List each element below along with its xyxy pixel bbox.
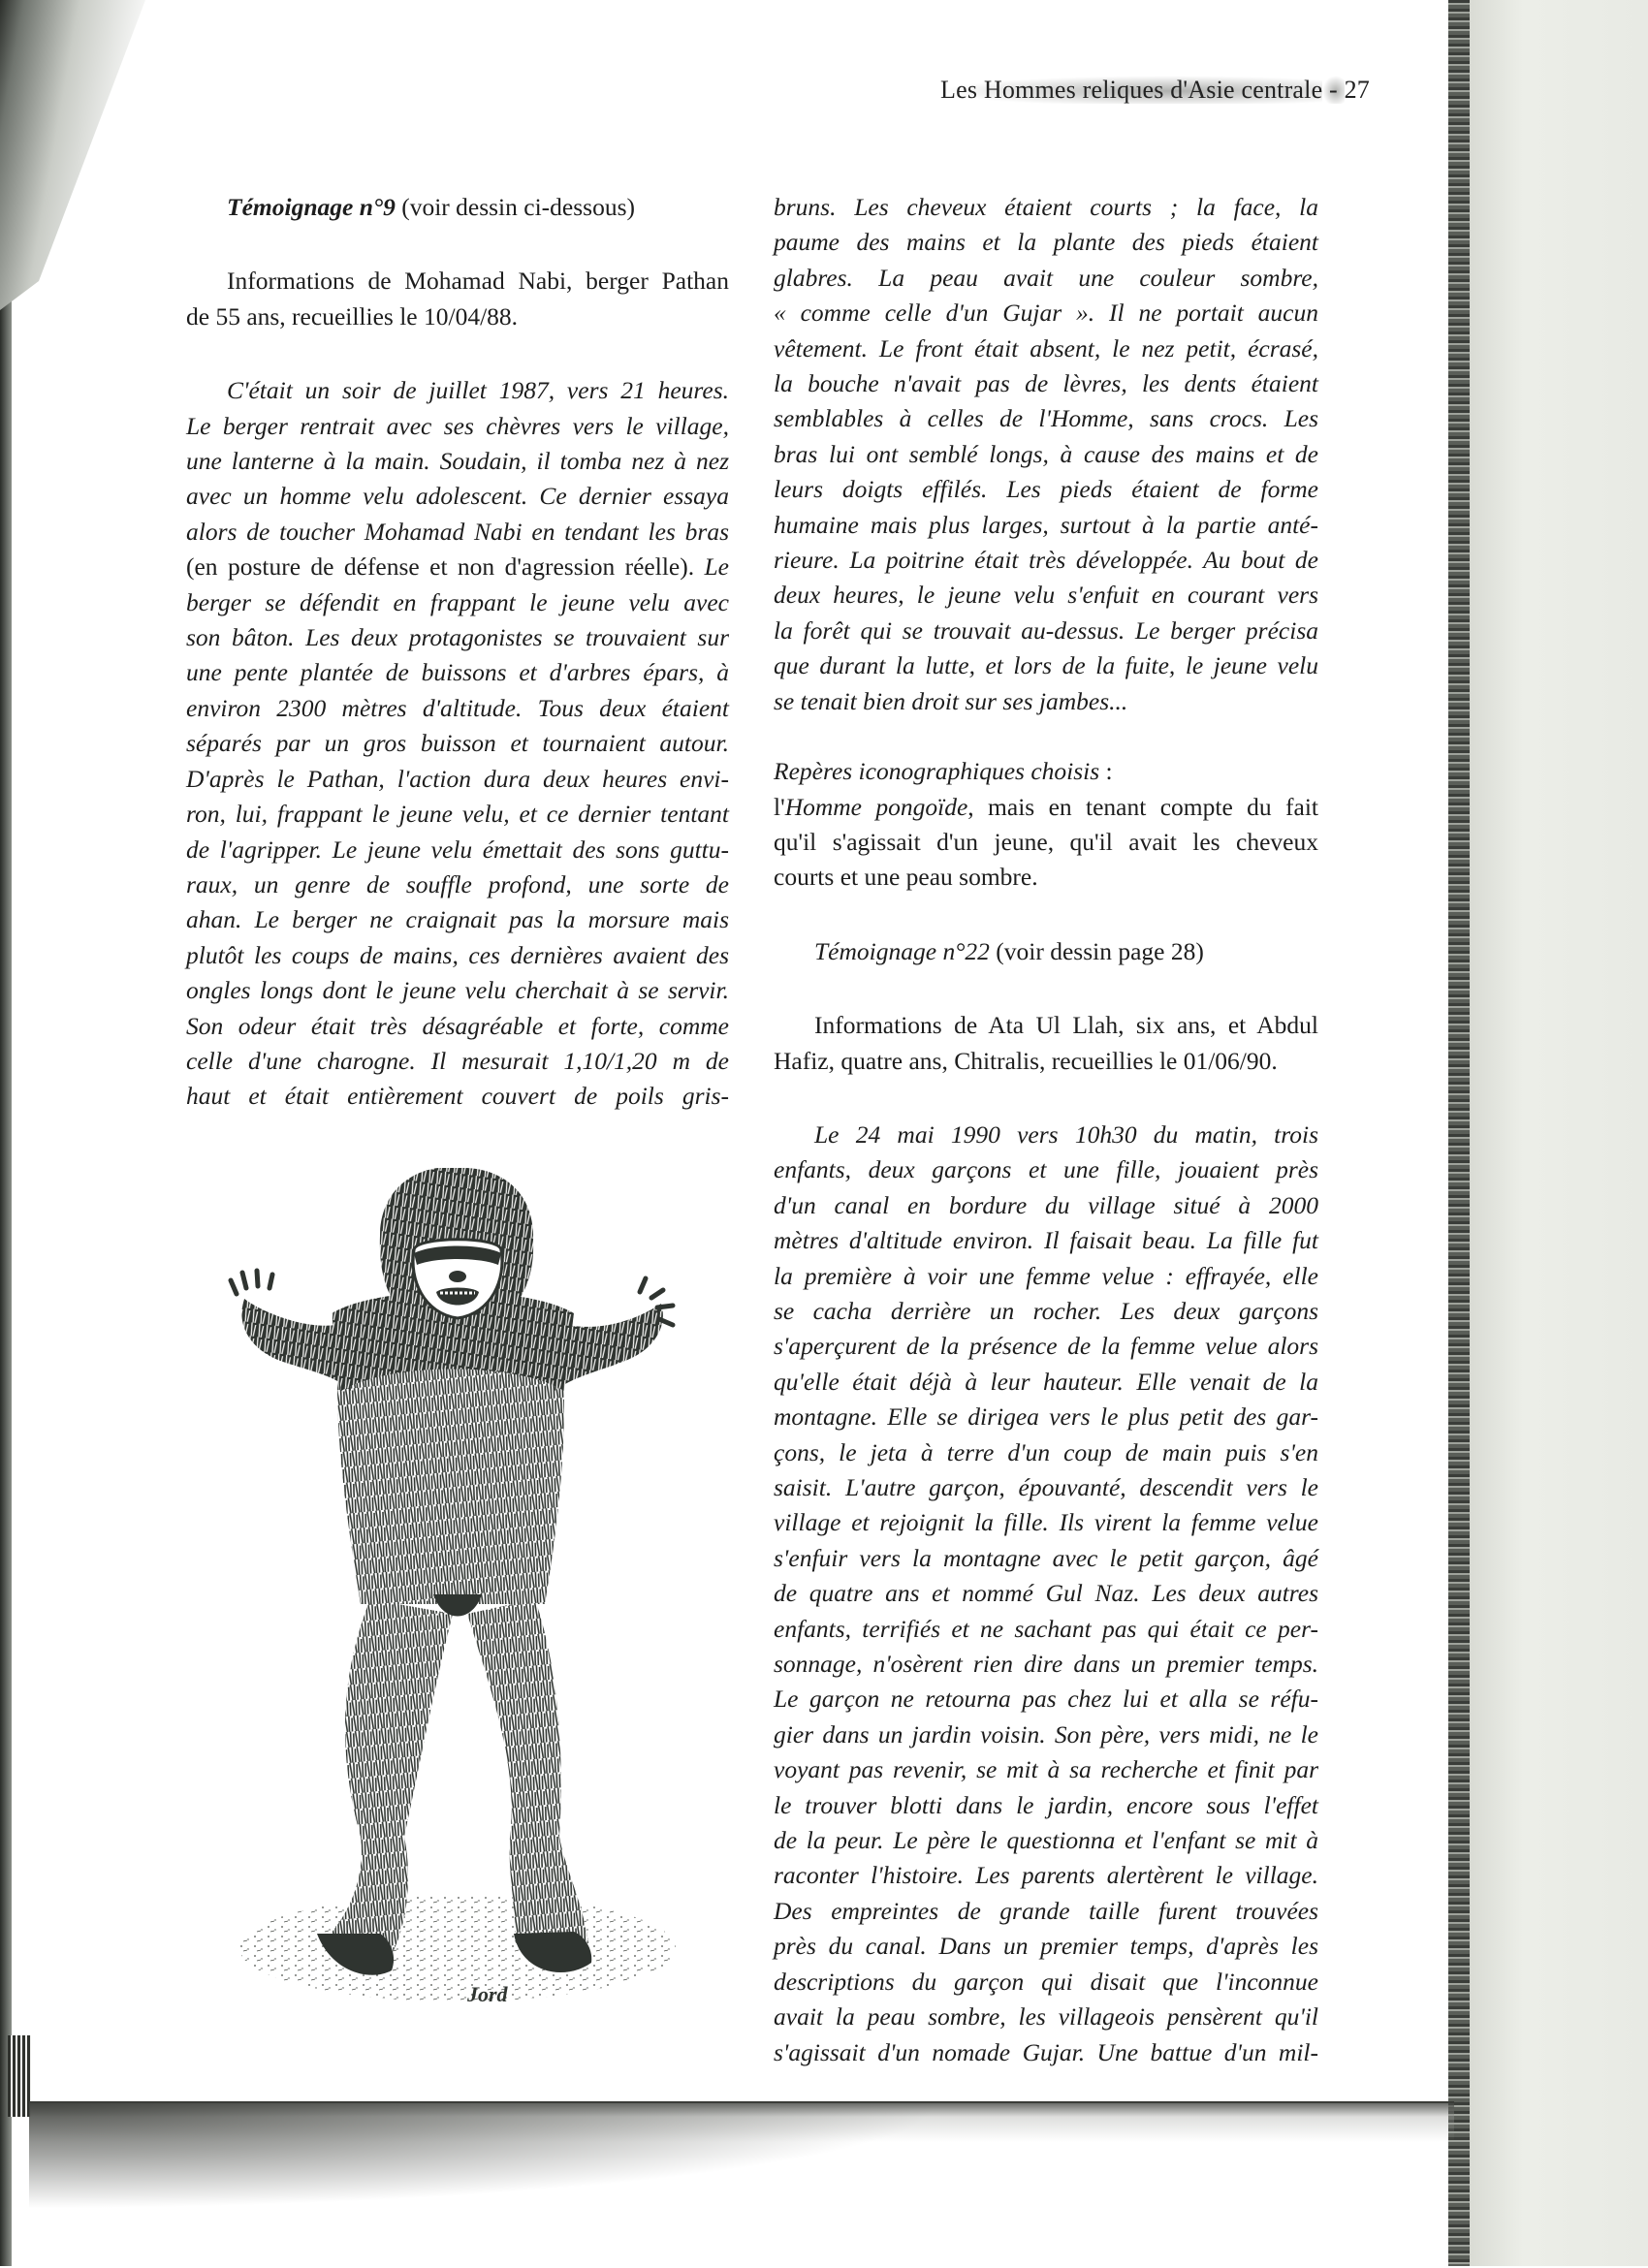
text-line: çons, le jeta à terre d'un coup de main puis s'en	[774, 1437, 1318, 1466]
testimony-9-heading	[186, 190, 729, 225]
iconography-reference: Homme pongoïde	[784, 792, 968, 821]
artist-signature: Jord	[467, 1982, 508, 2006]
text-line: avec un homme velu adolescent. Ce dernier essaya	[186, 482, 729, 511]
text-line: le trouver blotti dans le jardin, encore sous l'effet	[774, 1790, 1318, 1819]
text-line: bras lui ont semblé longs, à cause des mains et de	[774, 439, 1318, 468]
testimony-9-continuation	[774, 190, 1318, 719]
testimony-9-title: Témoignage n°9	[227, 193, 396, 221]
text-line: d'un canal en bordure du village situé à 2000	[774, 1190, 1318, 1219]
text-line: paume des mains et la plante des pieds étaient	[774, 228, 1318, 257]
text-line: la forêt qui se trouvait au-dessus. Le berger précisa	[774, 615, 1318, 645]
text-line: près du canal. Dans un premier temps, d'après les	[774, 1932, 1318, 1961]
hominid-drawing	[225, 1168, 681, 2021]
text-line: leurs doigts effilés. Les pieds étaient de forme	[774, 475, 1318, 504]
text-line: s'enfuir vers la montagne avec le petit garçon, âgé	[774, 1543, 1318, 1572]
text-line: plutôt les coups de mains, ces dernières avaient des	[186, 940, 729, 969]
text-line: C'était un soir de juillet 1987, vers 21 heures.	[227, 376, 729, 405]
text-line: courts et une peau sombre.	[774, 863, 1038, 892]
text-line: enfants, terrifiés et ne sachant pas qui était ce per-	[774, 1614, 1318, 1643]
facing-page-margin	[1470, 0, 1648, 2266]
text-line: Le garçon ne retourna pas chez lui et alla se réfu-	[774, 1685, 1318, 1714]
text-line: de la peur. Le père le questionna et l'enfant se mit à	[774, 1826, 1318, 1855]
running-header	[940, 76, 1370, 105]
text-line: montagne. Elle se dirigea vers le plus petit des gar-	[774, 1402, 1318, 1432]
testimony-9-note: (voir dessin ci-dessous)	[395, 193, 635, 221]
text-line: la première à voir une femme velue : effrayée, elle	[774, 1261, 1318, 1290]
text-line: vêtement. Le front était absent, le nez petit, écrasé,	[774, 333, 1318, 362]
text-line: que durant la lutte, et lors de la fuite, le jeune velu	[774, 651, 1318, 680]
testimony-9-italic-resume: Le	[704, 552, 729, 582]
text-line: Le berger rentrait avec ses chèvres vers le village,	[186, 411, 729, 440]
left-hand-claws	[231, 1271, 272, 1294]
text-line: glabres. La peau avait une couleur sombre,	[774, 263, 1318, 292]
testimony-22-note: (voir dessin page 28)	[989, 936, 1204, 965]
text-line: semblables à celles de l'Homme, sans crocs. Les	[774, 404, 1318, 433]
iconography-prefix: l'	[774, 792, 785, 821]
right-column	[774, 190, 1318, 2070]
text-line: Informations de Ata Ul Llah, six ans, et Abdul	[814, 1011, 1318, 1040]
testimony-22-title: Témoignage n°22	[814, 936, 990, 965]
iconography-first-line	[774, 790, 1318, 825]
text-line: une lanterne à la main. Soudain, il tomba nez à nez	[186, 447, 729, 476]
right-leg	[467, 1599, 588, 1943]
text-line: se cacha derrière un rocher. Les deux garçons	[774, 1296, 1318, 1325]
iconography-label-suffix: :	[1099, 757, 1113, 786]
testimony-9-mixed-line	[186, 550, 729, 584]
left-column	[186, 190, 729, 1115]
text-line: humaine mais plus larges, surtout à la partie anté-	[774, 510, 1318, 539]
text-line: de quatre ans et nommé Gul Naz. Les deux autres	[774, 1579, 1318, 1608]
page-number: 27	[1344, 76, 1371, 104]
text-line: s'aperçurent de la présence de la femme velue alors	[774, 1332, 1318, 1361]
text-line: saisit. L'autre garçon, épouvanté, descendit vers le	[774, 1473, 1318, 1501]
text-line: sonnage, n'osèrent rien dire dans un premier temps.	[774, 1650, 1318, 1679]
text-line: D'après le Pathan, l'action dura deux heures envi-	[186, 764, 729, 793]
text-line: ongles longs dont le jeune velu cherchait à se servir.	[186, 976, 729, 1005]
text-line: de l'agripper. Le jeune velu émettait des sons guttu-	[186, 835, 729, 864]
text-line: une pente plantée de buissons et d'arbres épars, à	[186, 658, 729, 687]
hairy-hominid-illustration	[225, 1168, 681, 2021]
text-line: village et rejoignit la fille. Ils virent la femme velue	[774, 1508, 1318, 1537]
testimony-9-roman-aside: (en posture de défense et non d'agression réelle).	[186, 552, 705, 582]
text-line: séparés par un gros buisson et tournaient autour.	[186, 729, 729, 758]
text-line: son bâton. Les deux protagonistes se trouvaient sur	[186, 623, 729, 652]
testimony-9-story-continued	[186, 585, 729, 1115]
text-line: voyant pas revenir, se mit à sa recherche et finit par	[774, 1755, 1318, 1784]
text-line: environ 2300 mètres d'altitude. Tous deux étaient	[186, 693, 729, 722]
text-line: Son odeur était très désagréable et forte, comme	[186, 1011, 729, 1040]
iconography-label-line	[774, 754, 1318, 789]
ground-shading	[239, 1895, 676, 2001]
running-header-title: Les Hommes reliques d'Asie centrale	[940, 76, 1323, 104]
text-line: berger se défendit en frappant le jeune velu avec	[186, 587, 729, 616]
book-binding-edge	[1448, 0, 1470, 2266]
scan-corner-shadow	[0, 0, 145, 310]
text-line: Hafiz, quatre ans, Chitralis, recueillies le 01/06/90.	[774, 1046, 1278, 1075]
text-line: qu'il s'agissait d'un jeune, qu'il avait les cheveux	[774, 827, 1318, 856]
iconography-label: Repères iconographiques choisis	[774, 757, 1100, 786]
text-line: Informations de Mohamad Nabi, berger Pathan	[227, 267, 729, 296]
text-line: raconter l'histoire. Les parents alertèrent le village.	[774, 1861, 1318, 1890]
text-line: celle d'une charogne. Il mesurait 1,10/1,20 m de	[186, 1046, 729, 1075]
text-line: avait la peau sombre, les villageois pensèrent qu'il	[774, 2002, 1318, 2032]
testimony-22-info	[774, 1008, 1318, 1079]
testimony-22-heading	[774, 934, 1318, 969]
text-line: haut et était entièrement couvert de poils gris-	[186, 1082, 729, 1111]
text-line: la bouche n'avait pas de lèvres, les dents étaient	[774, 369, 1318, 398]
scan-page-stack	[8, 2035, 31, 2117]
text-line: ron, lui, frappant le jeune velu, et ce dernier tentant	[186, 800, 729, 829]
text-line: « comme celle d'un Gujar ». Il ne portait aucun	[774, 299, 1318, 328]
text-line: alors de toucher Mohamad Nabi en tendant les bras	[186, 517, 729, 546]
running-header-separator: -	[1322, 76, 1345, 104]
text-line: deux heures, le jeune velu s'enfuit en courant vers	[774, 581, 1318, 610]
text-line: s'agissait d'un nomade Gujar. Une battue d'un mil-	[774, 2037, 1318, 2066]
text-line: raux, un genre de souffle profond, une sorte de	[186, 869, 729, 898]
text-line: qu'elle était déjà à leur hauteur. Elle venait de la	[774, 1367, 1318, 1396]
text-line: Le 24 mai 1990 vers 10h30 du matin, trois	[814, 1119, 1318, 1149]
text-line: rieure. La poitrine était très développée. Au bout de	[774, 546, 1318, 575]
text-line: mètres d'altitude environ. Il faisait beau. La fille fut	[774, 1226, 1318, 1255]
iconography-rest: , mais en tenant compte du fait	[967, 792, 1319, 821]
scan-left-edge	[0, 0, 12, 2266]
text-line: de 55 ans, recueillies le 10/04/88.	[186, 301, 519, 331]
text-line: gier dans un jardin voisin. Son père, vers midi, ne le	[774, 1719, 1318, 1748]
text-line: bruns. Les cheveux étaient courts ; la face, la	[774, 193, 1318, 221]
testimony-9-story	[186, 373, 729, 550]
scan-bottom-shadow	[29, 2101, 1454, 2268]
text-line: se tenait bien droit sur ses jambes...	[774, 686, 1128, 715]
testimony-22-story	[774, 1118, 1318, 2070]
iconography-text	[774, 825, 1318, 896]
text-line: enfants, deux garçons et une fille, jouaient près	[774, 1155, 1318, 1184]
text-line: descriptions du garçon qui disait que l'inconnue	[774, 1967, 1318, 1996]
nose	[449, 1271, 466, 1282]
testimony-9-info	[186, 264, 729, 334]
text-line: ahan. Le berger ne craignait pas la morsure mais	[186, 905, 729, 934]
text-line: Des empreintes de grande taille furent trouvées	[774, 1896, 1318, 1925]
